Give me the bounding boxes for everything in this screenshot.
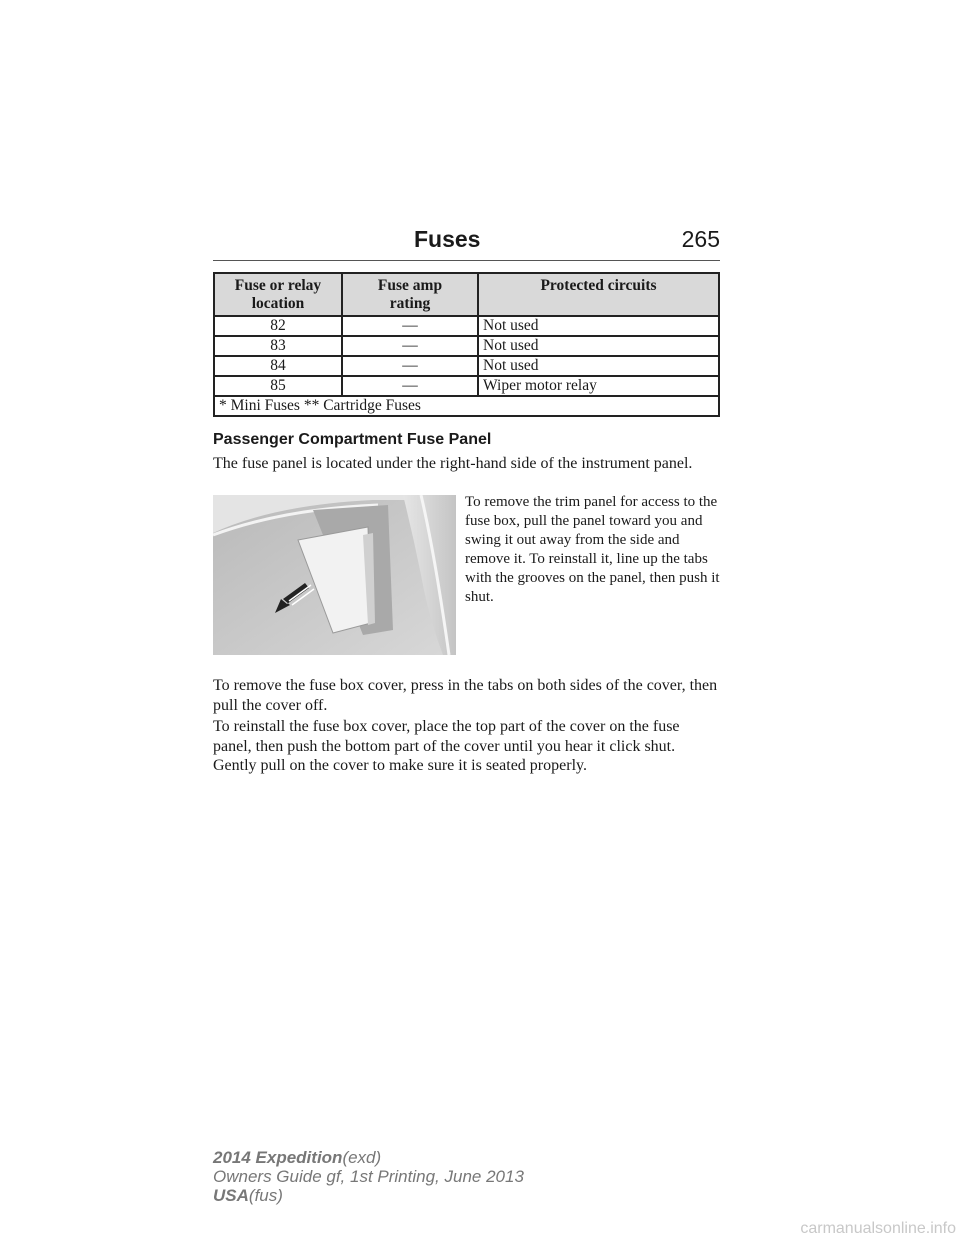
cell-location: 84	[214, 356, 342, 376]
cell-circuit: Not used	[478, 316, 719, 336]
table-footnote: * Mini Fuses ** Cartridge Fuses	[214, 396, 719, 416]
cell-location: 83	[214, 336, 342, 356]
column-header-location: Fuse or relay location	[214, 273, 342, 316]
table-row	[214, 336, 719, 356]
table-row	[214, 376, 719, 396]
footer-line-3: USA(fus)	[213, 1186, 283, 1205]
footer-line-1: 2014 Expedition(exd)	[213, 1148, 382, 1167]
cell-circuit: Wiper motor relay	[478, 376, 719, 396]
running-header	[213, 226, 720, 261]
page-number: 265	[681, 226, 720, 252]
table-row	[214, 316, 719, 336]
document-footer	[213, 1148, 524, 1205]
column-header-circuits: Protected circuits	[478, 273, 719, 316]
figure-caption: To remove the trim panel for access to the fuse box, pull the panel toward you and swing it out away from the side and remove it. To reinstall it, line up the tabs with the grooves on the panel, then push it shut.	[465, 494, 720, 605]
remove-cover-paragraph: To remove the fuse box cover, press in the tabs on both sides of the cover, then pull the cover off.	[213, 677, 718, 714]
column-header-rating: Fuse amp rating	[342, 273, 478, 316]
table-header-row	[214, 273, 719, 316]
cell-circuit: Not used	[478, 336, 719, 356]
table-row	[214, 356, 719, 376]
cell-location: 85	[214, 376, 342, 396]
cell-location: 82	[214, 316, 342, 336]
reinstall-cover-paragraph: To reinstall the fuse box cover, place the top part of the cover on the fuse panel, then push the bottom part of the cover until you hear it click shut. Gently pull on the cover to make sure it is seated properly.	[213, 718, 680, 774]
watermark: carmanualsonline.info	[800, 1220, 956, 1237]
cell-rating: —	[342, 336, 478, 356]
chapter-title: Fuses	[414, 226, 481, 252]
fuse-table	[213, 272, 720, 417]
footer-line-2: Owners Guide gf, 1st Printing, June 2013	[213, 1167, 524, 1186]
cell-rating: —	[342, 316, 478, 336]
cell-circuit: Not used	[478, 356, 719, 376]
intro-paragraph: The fuse panel is located under the right-hand side of the instrument panel.	[213, 455, 693, 472]
trim-panel-illustration	[213, 495, 456, 655]
cell-rating: —	[342, 356, 478, 376]
table-footnote-row	[214, 396, 719, 416]
section-heading: Passenger Compartment Fuse Panel	[213, 431, 492, 448]
cell-rating: —	[342, 376, 478, 396]
